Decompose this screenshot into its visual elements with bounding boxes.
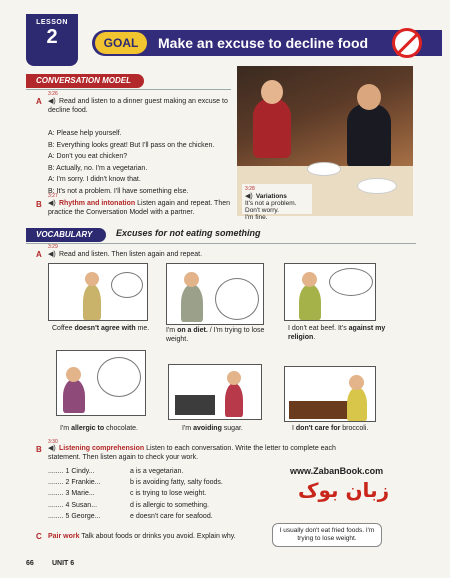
vocabulary-title: Excuses for not eating something <box>116 228 261 238</box>
head <box>302 272 317 287</box>
instruction-pair-work: Pair work Talk about foods or drinks you avoid. Explain why. <box>48 533 236 540</box>
vocab-picture-allergy <box>56 350 146 416</box>
dialog-line: B: Everything looks great! But I'll pass on the chicken. <box>48 141 215 149</box>
woman-figure <box>63 379 85 413</box>
variations-box <box>242 184 312 221</box>
man-figure <box>347 387 367 421</box>
head <box>66 367 81 382</box>
goal-tag: GOAL <box>95 32 147 54</box>
matching-row[interactable]: ........ 3 Marie... c is trying to lose weight. <box>48 490 207 498</box>
head <box>85 272 99 286</box>
woman-figure <box>83 284 101 320</box>
plate <box>307 162 341 176</box>
conversation-model-tab: CONVERSATION MODEL <box>26 74 144 88</box>
page-number: 66 <box>26 560 34 567</box>
speaker-icon[interactable]: ◀) <box>48 251 56 258</box>
matching-row[interactable]: ........ 4 Susan... d is allergic to something. <box>48 501 209 509</box>
head <box>184 272 199 287</box>
woman-figure <box>253 98 291 158</box>
head <box>227 371 241 385</box>
vocab-picture-broccoli <box>284 366 376 422</box>
track-number: 3:27 <box>48 193 58 199</box>
man-head <box>357 84 381 110</box>
lesson-label: LESSON <box>36 19 68 26</box>
dialog-line: A: Please help yourself. <box>48 130 122 137</box>
speaker-icon[interactable]: ◀) <box>245 193 253 200</box>
instruction-a: ◀) Read and listen to a dinner guest making an excuse to decline food. <box>48 98 228 114</box>
track-number: 3:28 <box>245 186 255 192</box>
dialog-line: A: Don't you eat chicken? <box>48 153 128 160</box>
variation-line: It's not a problem. <box>245 200 297 207</box>
variations-title: ◀) Variations <box>245 193 287 200</box>
man-figure <box>181 284 203 322</box>
caption: I don't eat beef. It's against my religion. <box>288 325 386 341</box>
dialog-line: B: It's not a problem. I'll have something else. <box>48 187 189 195</box>
dialog <box>48 128 238 197</box>
man-figure <box>347 104 391 168</box>
speaker-icon[interactable]: ◀) <box>48 445 56 452</box>
vocabulary-tab: VOCABULARY <box>26 228 106 242</box>
speech-quote: I usually don't eat fried foods. I'm trying to lose weight. <box>272 523 382 547</box>
watermark-logo: زبان بوک <box>298 478 390 502</box>
lesson-badge <box>26 14 78 66</box>
plate <box>357 178 397 194</box>
caption: I'm avoiding sugar. <box>182 425 243 432</box>
instruction-listening: ◀) Listening comprehension Listen to each conversation. Write the letter to complete each statement. Then listen again to check your work. <box>48 445 336 461</box>
woman-head <box>261 80 283 104</box>
speaker-icon[interactable]: ◀) <box>48 98 56 105</box>
woman-figure <box>299 284 321 320</box>
matching-row[interactable]: ........ 5 George... e doesn't care for seafood. <box>48 512 213 520</box>
goal-title: Make an excuse to decline food <box>158 35 369 51</box>
watermark-url: www.ZabanBook.com <box>290 466 384 476</box>
head <box>349 375 364 390</box>
thought-bubble <box>215 278 259 320</box>
part-a-letter: A <box>36 97 42 106</box>
vocab-picture-coffee <box>48 263 148 321</box>
instruction-vocab-a: ◀) Read and listen. Then listen again and repeat. <box>48 251 203 258</box>
track-number: 3:29 <box>48 244 58 250</box>
zabanbook-watermark <box>290 466 430 512</box>
unit-label: UNIT 6 <box>52 560 75 567</box>
vocab-picture-sugar <box>168 364 262 420</box>
speaker-icon[interactable]: ◀) <box>48 200 56 207</box>
vocab-picture-religion <box>284 263 376 321</box>
instruction-b: ◀) Rhythm and intonation Listen again and repeat. Then practice the Conversation Model with a partner. <box>48 200 231 216</box>
part-c-letter: C <box>36 532 42 541</box>
variation-line: Don't worry. <box>245 207 279 214</box>
matching-row[interactable]: ........ 1 Cindy... a is a vegetarian. <box>48 468 184 475</box>
vocab-picture-diet <box>166 263 264 325</box>
thought-bubble <box>329 268 373 296</box>
dialog-line: A: I'm sorry. I didn't know that. <box>48 176 141 183</box>
caption: I don't care for broccoli. <box>292 425 369 432</box>
divider <box>26 243 416 244</box>
track-number: 3:30 <box>48 439 58 445</box>
part-a-letter: A <box>36 250 42 259</box>
dialog-line: B: Actually, no. I'm a vegetarian. <box>48 164 148 172</box>
part-b-letter: B <box>36 445 42 454</box>
matching-row[interactable]: ........ 2 Frankie... b is avoiding fatty, salty foods. <box>48 479 223 487</box>
matching-exercise <box>48 466 223 522</box>
caption: Coffee doesn't agree with me. <box>52 325 150 332</box>
cake-table <box>175 395 215 415</box>
track-number: 3:26 <box>48 91 58 97</box>
woman-figure <box>225 383 243 417</box>
thought-bubble <box>111 272 143 298</box>
caption: I'm allergic to chocolate. <box>60 425 138 432</box>
caption: I'm on a diet. / I'm trying to lose weight. <box>166 327 265 343</box>
thought-bubble <box>97 357 141 397</box>
no-food-icon <box>392 28 422 58</box>
variation-line: I'm fine. <box>245 214 268 221</box>
part-b-letter: B <box>36 200 42 209</box>
lesson-number: 2 <box>46 26 58 48</box>
dining-table <box>289 401 349 419</box>
